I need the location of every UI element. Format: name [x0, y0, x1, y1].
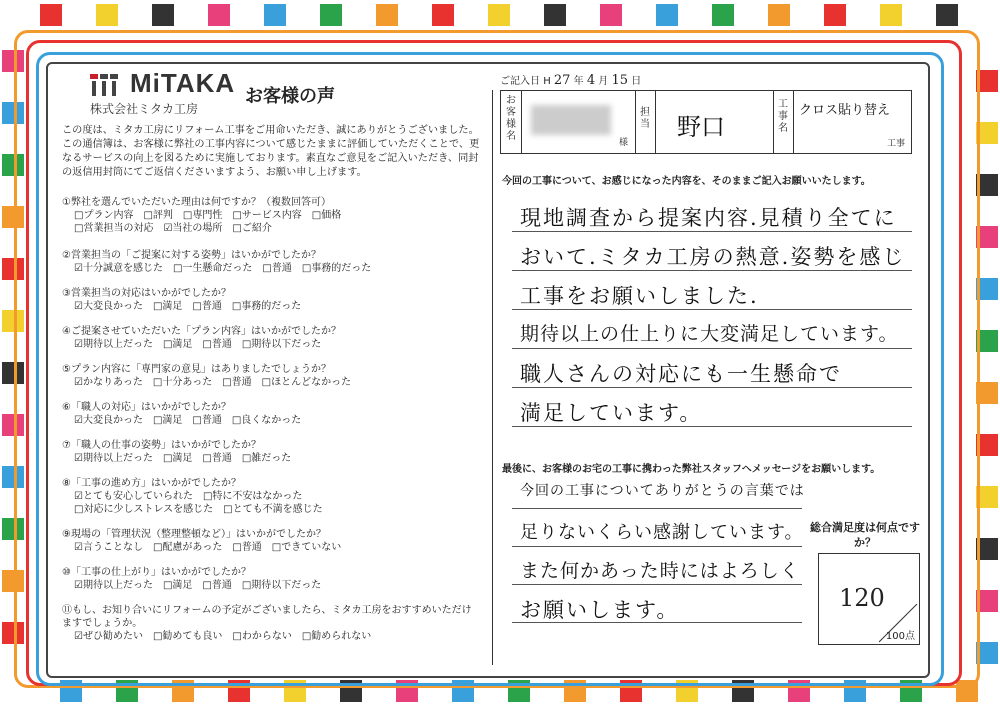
question-text: ⑪もし、お知り合いにリフォームの予定がございましたら、ミタカ工房をおすすめいただけますでしょうか。: [62, 605, 472, 629]
staff-name: 野口: [677, 113, 725, 141]
question-text: ⑥「職人の対応」はいかがでしたか？: [62, 402, 231, 413]
question-item: [62, 249, 371, 275]
date-prefix: ご記入日: [500, 76, 540, 87]
question-item: [62, 604, 477, 643]
question-options[interactable]: □プラン内容 □評判 □専門性 □サービス内容 □価格: [74, 210, 342, 221]
question-item: [62, 325, 341, 351]
question-text: ④ご提案させていただいた「プラン内容」はいかがでしたか？: [62, 326, 341, 337]
question-text: ②営業担当の「ご提案に対する姿勢」はいかがでしたか？: [62, 250, 321, 261]
date-day-unit: 日: [631, 76, 642, 87]
question-options[interactable]: ☑かなりあった □十分あった □普通 □ほとんどなかった: [74, 377, 352, 388]
decor-square: [432, 4, 454, 26]
handwritten-line: 期待以上の仕上りに大変満足しています。: [520, 323, 899, 345]
decor-square: [96, 4, 118, 26]
message-section-label: 最後に、お客様のお宅の工事に携わった弊社スタッフへメッセージをお願いします。: [502, 464, 881, 475]
logo-mark-icon: [90, 74, 124, 96]
score-box: [818, 553, 920, 645]
staff-label: 担当: [640, 107, 650, 130]
decor-square: [712, 4, 734, 26]
decor-square: [320, 4, 342, 26]
question-options[interactable]: ☑大変良かった □満足 □普通 □事務的だった: [74, 301, 302, 312]
question-text: ⑨現場の「管理状況（整理整頓など）」はいかがでしたか？: [62, 529, 326, 540]
question-item: [62, 528, 341, 554]
decor-square: [880, 4, 902, 26]
comment-section-label: 今回の工事について、お感じになった内容を、そのままご記入お願いいたします。: [502, 176, 871, 187]
question-item: [62, 439, 291, 465]
decor-square: [152, 4, 174, 26]
question-item: [62, 287, 301, 313]
date-year-unit: 年: [573, 76, 584, 87]
score-question: 総合満足度は何点ですか？: [810, 521, 920, 549]
question-options[interactable]: ☑ぜひ勧めたい □勧めても良い □わからない □勧められない: [74, 631, 372, 642]
decor-square: [936, 4, 958, 26]
question-options[interactable]: ☑とても安心していられた □特に不安はなかった: [74, 491, 303, 502]
header-rule: [635, 91, 636, 153]
handwritten-line: 満足しています。: [520, 401, 703, 425]
question-options[interactable]: ☑期待以上だった □満足 □普通 □雑だった: [74, 453, 292, 464]
work-suffix: 工事: [886, 139, 905, 149]
logo-company-name: 株式会社ミタカ工房: [90, 102, 199, 116]
decor-square: [656, 4, 678, 26]
handwritten-line: 職人さんの対応にも一生懸命で: [520, 362, 842, 386]
date-month-unit: 月: [598, 76, 609, 87]
entry-date: [500, 72, 641, 88]
handwritten-line: また何かあった時にはよろしく: [520, 560, 800, 582]
question-options[interactable]: □営業担当の対応 ☑当社の場所 □ご紹介: [74, 223, 272, 234]
decor-square: [40, 4, 62, 26]
handwritten-line: 足りないくらい感謝しています。: [520, 522, 804, 543]
decor-square: [208, 4, 230, 26]
question-text: ③営業担当の対応はいかがでしたか？: [62, 288, 231, 299]
work-label: 工事名: [778, 99, 788, 134]
date-era: H: [543, 76, 551, 87]
logo-brand: MiTAKA: [130, 68, 236, 98]
handwritten-line: 現地調査から提案内容.見積り全てに: [520, 206, 897, 230]
question-text: ⑧「工事の進め方」はいかがでしたか？: [62, 478, 241, 489]
date-year: 27: [553, 73, 571, 88]
header-rule: [793, 91, 794, 153]
handwritten-line: 今回の工事についてありがとうの言葉では: [520, 483, 805, 499]
question-item: [62, 477, 323, 516]
question-options[interactable]: ☑期待以上だった □満足 □普通 □期待以下だった: [74, 339, 322, 350]
question-item: [62, 196, 341, 235]
intro-text: この度は、ミタカ工房にリフォーム工事をご用命いただき、誠にありがとうございました。この通信簿は、お客様に弊社の工事内容について感じたままに評価していただくことで、更なるサービスの向上を図るために実施しております。素直なご意見をご記入いただき、同封の返信用封筒にてご返信くださいますよう、お願い申し上げます。: [62, 125, 480, 178]
question-text: ⑩「工事の仕上がり」はいかがでしたか？: [62, 567, 251, 578]
header-rule: [521, 91, 522, 153]
decor-square: [600, 4, 622, 26]
handwritten-line: お願いします。: [520, 598, 680, 622]
decor-square: [264, 4, 286, 26]
decor-square: [544, 4, 566, 26]
customer-label: お客様名: [506, 95, 516, 142]
date-day: 15: [611, 73, 629, 88]
column-divider: [492, 90, 493, 665]
decor-square: [488, 4, 510, 26]
score-value: 120: [839, 584, 885, 612]
page-title: お客様の声: [245, 86, 335, 107]
ruled-line: [512, 584, 802, 585]
ruled-line: [512, 348, 912, 349]
info-header-box: [500, 90, 912, 154]
handwritten-line: おいて.ミタカ工房の熱意.姿勢を感じ: [520, 245, 906, 269]
question-item: [62, 566, 321, 592]
customer-name-redacted: [531, 105, 611, 135]
score-max: 100点: [885, 631, 915, 642]
question-options[interactable]: □対応に少しストレスを感じた □とても不満を感じた: [74, 504, 323, 515]
question-options[interactable]: ☑言うことなし □配慮があった □普通 □できていない: [74, 542, 342, 553]
handwritten-line: 工事をお願いしました.: [520, 284, 759, 308]
decor-square: [376, 4, 398, 26]
question-item: [62, 401, 301, 427]
customer-suffix: 様: [619, 138, 629, 148]
header-rule: [655, 91, 656, 153]
question-options[interactable]: ☑大変良かった □満足 □普通 □良くなかった: [74, 415, 302, 426]
ruled-line: [512, 508, 802, 509]
decor-square: [768, 4, 790, 26]
question-options[interactable]: ☑十分誠意を感じた □一生懸命だった □普通 □事務的だった: [74, 263, 372, 274]
question-item: [62, 363, 351, 389]
question-options[interactable]: ☑期待以上だった □満足 □普通 □期待以下だった: [74, 580, 322, 591]
ruled-line: [512, 546, 802, 547]
question-text: ①弊社を選んでいただいた理由は何ですか？（複数回答可）: [62, 197, 331, 208]
date-month: 4: [586, 73, 596, 88]
question-text: ⑦「職人の仕事の姿勢」はいかがでしたか？: [62, 440, 261, 451]
work-name: クロス貼り替え: [799, 103, 891, 118]
question-text: ⑤プラン内容に「専門家の意見」はありましたでしょうか？: [62, 364, 331, 375]
decor-square: [824, 4, 846, 26]
header-rule: [773, 91, 774, 153]
